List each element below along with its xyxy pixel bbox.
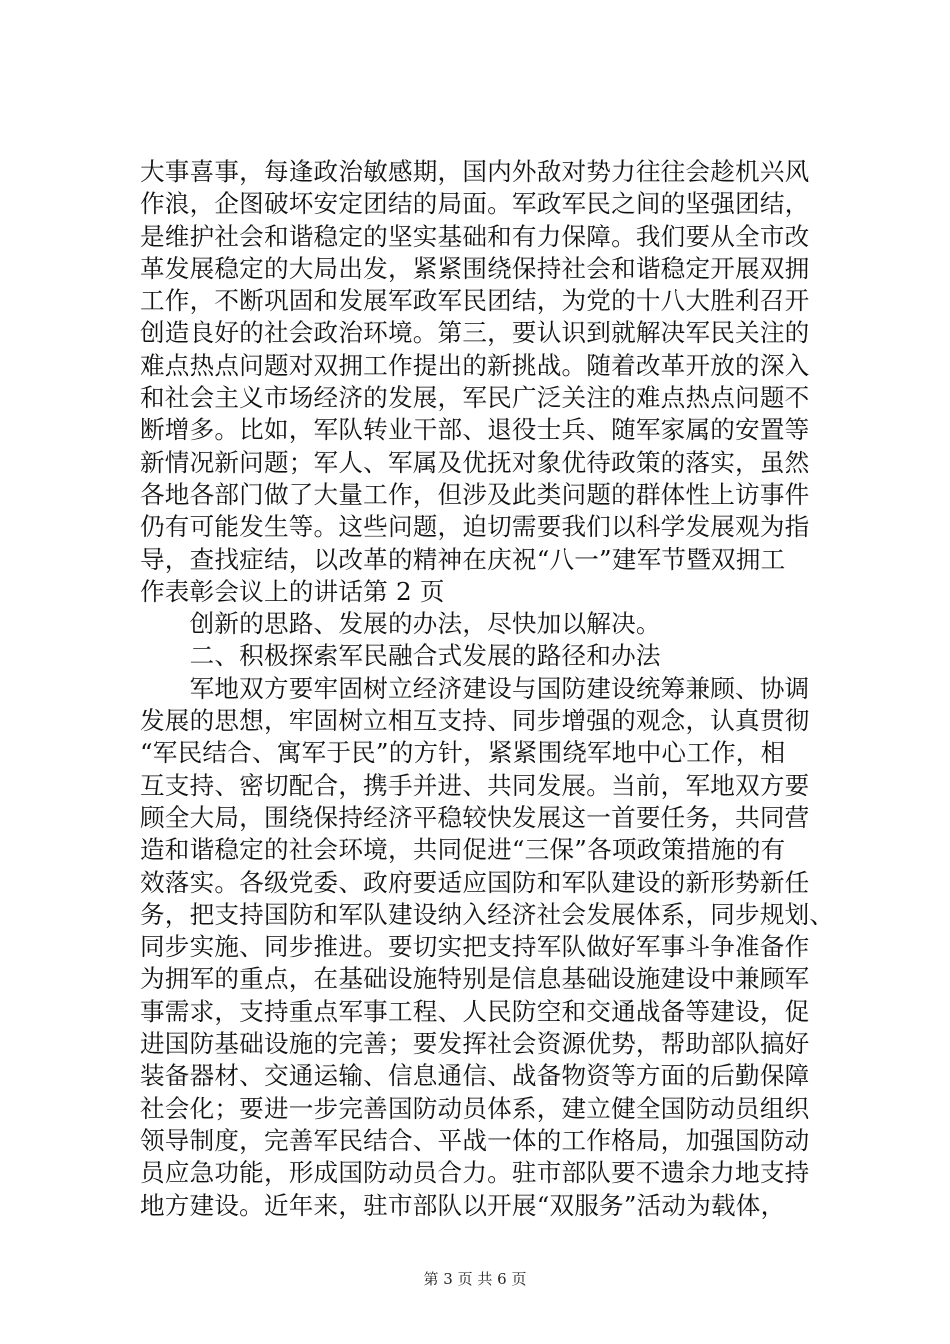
text-line: 效落实。各级党委、政府要适应国防和军队建设的新形势新任 — [140, 867, 810, 897]
text-line: 难点热点问题对双拥工作提出的新挑战。随着改革开放的深入 — [140, 350, 810, 380]
text-line: 造和谐稳定的社会环境，共同促进“三保”各项政策措施的有 — [140, 835, 786, 865]
text-line: 各地各部门做了大量工作，但涉及此类问题的群体性上访事件 — [140, 479, 810, 509]
text-line: 是维护社会和谐稳定的坚实基础和有力保障。我们要从全市改 — [140, 221, 810, 251]
text-line: 为拥军的重点，在基础设施特别是信息基础设施建设中兼顾军 — [140, 964, 810, 994]
text-line: 事需求，支持重点军事工程、人民防空和交通战备等建设，促 — [140, 996, 810, 1026]
text-line: 导，查找症结，以改革的精神在庆祝“八一”建军节暨双拥工 — [140, 544, 786, 574]
text-line: 作表彰会议上的讲话第 2 页 — [140, 576, 445, 606]
text-line: 断增多。比如，军队转业干部、退役士兵、随军家属的安置等 — [140, 415, 810, 445]
text-line: 员应急功能，形成国防动员合力。驻市部队要不遗余力地支持 — [140, 1158, 810, 1188]
text-line: 新情况新问题；军人、军属及优抚对象优待政策的落实，虽然 — [140, 447, 810, 477]
text-line: 领导制度，完善军民结合、平战一体的工作格局，加强国防动 — [140, 1125, 810, 1155]
text-line: 务，把支持国防和军队建设纳入经济社会发展体系，同步规划、 — [140, 899, 835, 929]
text-line: 仍有可能发生等。这些问题，迫切需要我们以科学发展观为指 — [140, 512, 810, 542]
text-line: 和社会主义市场经济的发展，军民广泛关注的难点热点问题不 — [140, 383, 810, 413]
text-line: 创新的思路、发展的办法，尽快加以解决。 — [140, 609, 661, 639]
text-line: 发展的思想，牢固树立相互支持、同步增强的观念，认真贯彻 — [140, 706, 810, 736]
text-line: 互支持、密切配合，携手并进、共同发展。当前，军地双方要 — [140, 770, 810, 800]
text-line: 社会化；要进一步完善国防动员体系，建立健全国防动员组织 — [140, 1093, 810, 1123]
text-line: 同步实施、同步推进。要切实把支持军队做好军事斗争准备作 — [140, 932, 810, 962]
text-line: 地方建设。近年来，驻市部队以开展“双服务”活动为载体， — [140, 1190, 786, 1220]
text-line: 工作，不断巩固和发展军政军民团结，为党的十八大胜利召开 — [140, 286, 810, 316]
text-line: 大事喜事，每逢政治敏感期，国内外敌对势力往往会趁机兴风 — [140, 157, 810, 186]
page-footer: 第 3 页 共 6 页 — [423, 1270, 527, 1288]
text-line: “军民结合、寓军于民”的方针，紧紧围绕军地中心工作，相 — [140, 738, 786, 768]
body-text — [140, 156, 840, 1222]
text-line: 革发展稳定的大局出发，紧紧围绕保持社会和谐稳定开展双拥 — [140, 253, 810, 283]
text-line: 创造良好的社会政治环境。第三，要认识到就解决军民关注的 — [140, 318, 810, 348]
text-line: 二、积极探索军民融合式发展的路径和办法 — [140, 641, 661, 671]
text-line: 顾全大局，围绕保持经济平稳较快发展这一首要任务，共同营 — [140, 802, 810, 832]
text-line: 作浪，企图破坏安定团结的局面。军政军民之间的坚强团结， — [140, 189, 810, 219]
text-line: 军地双方要牢固树立经济建设与国防建设统筹兼顾、协调 — [140, 673, 810, 703]
text-line: 装备器材、交通运输、信息通信、战备物资等方面的后勤保障 — [140, 1061, 810, 1091]
text-line: 进国防基础设施的完善；要发挥社会资源优势，帮助部队搞好 — [140, 1029, 810, 1059]
